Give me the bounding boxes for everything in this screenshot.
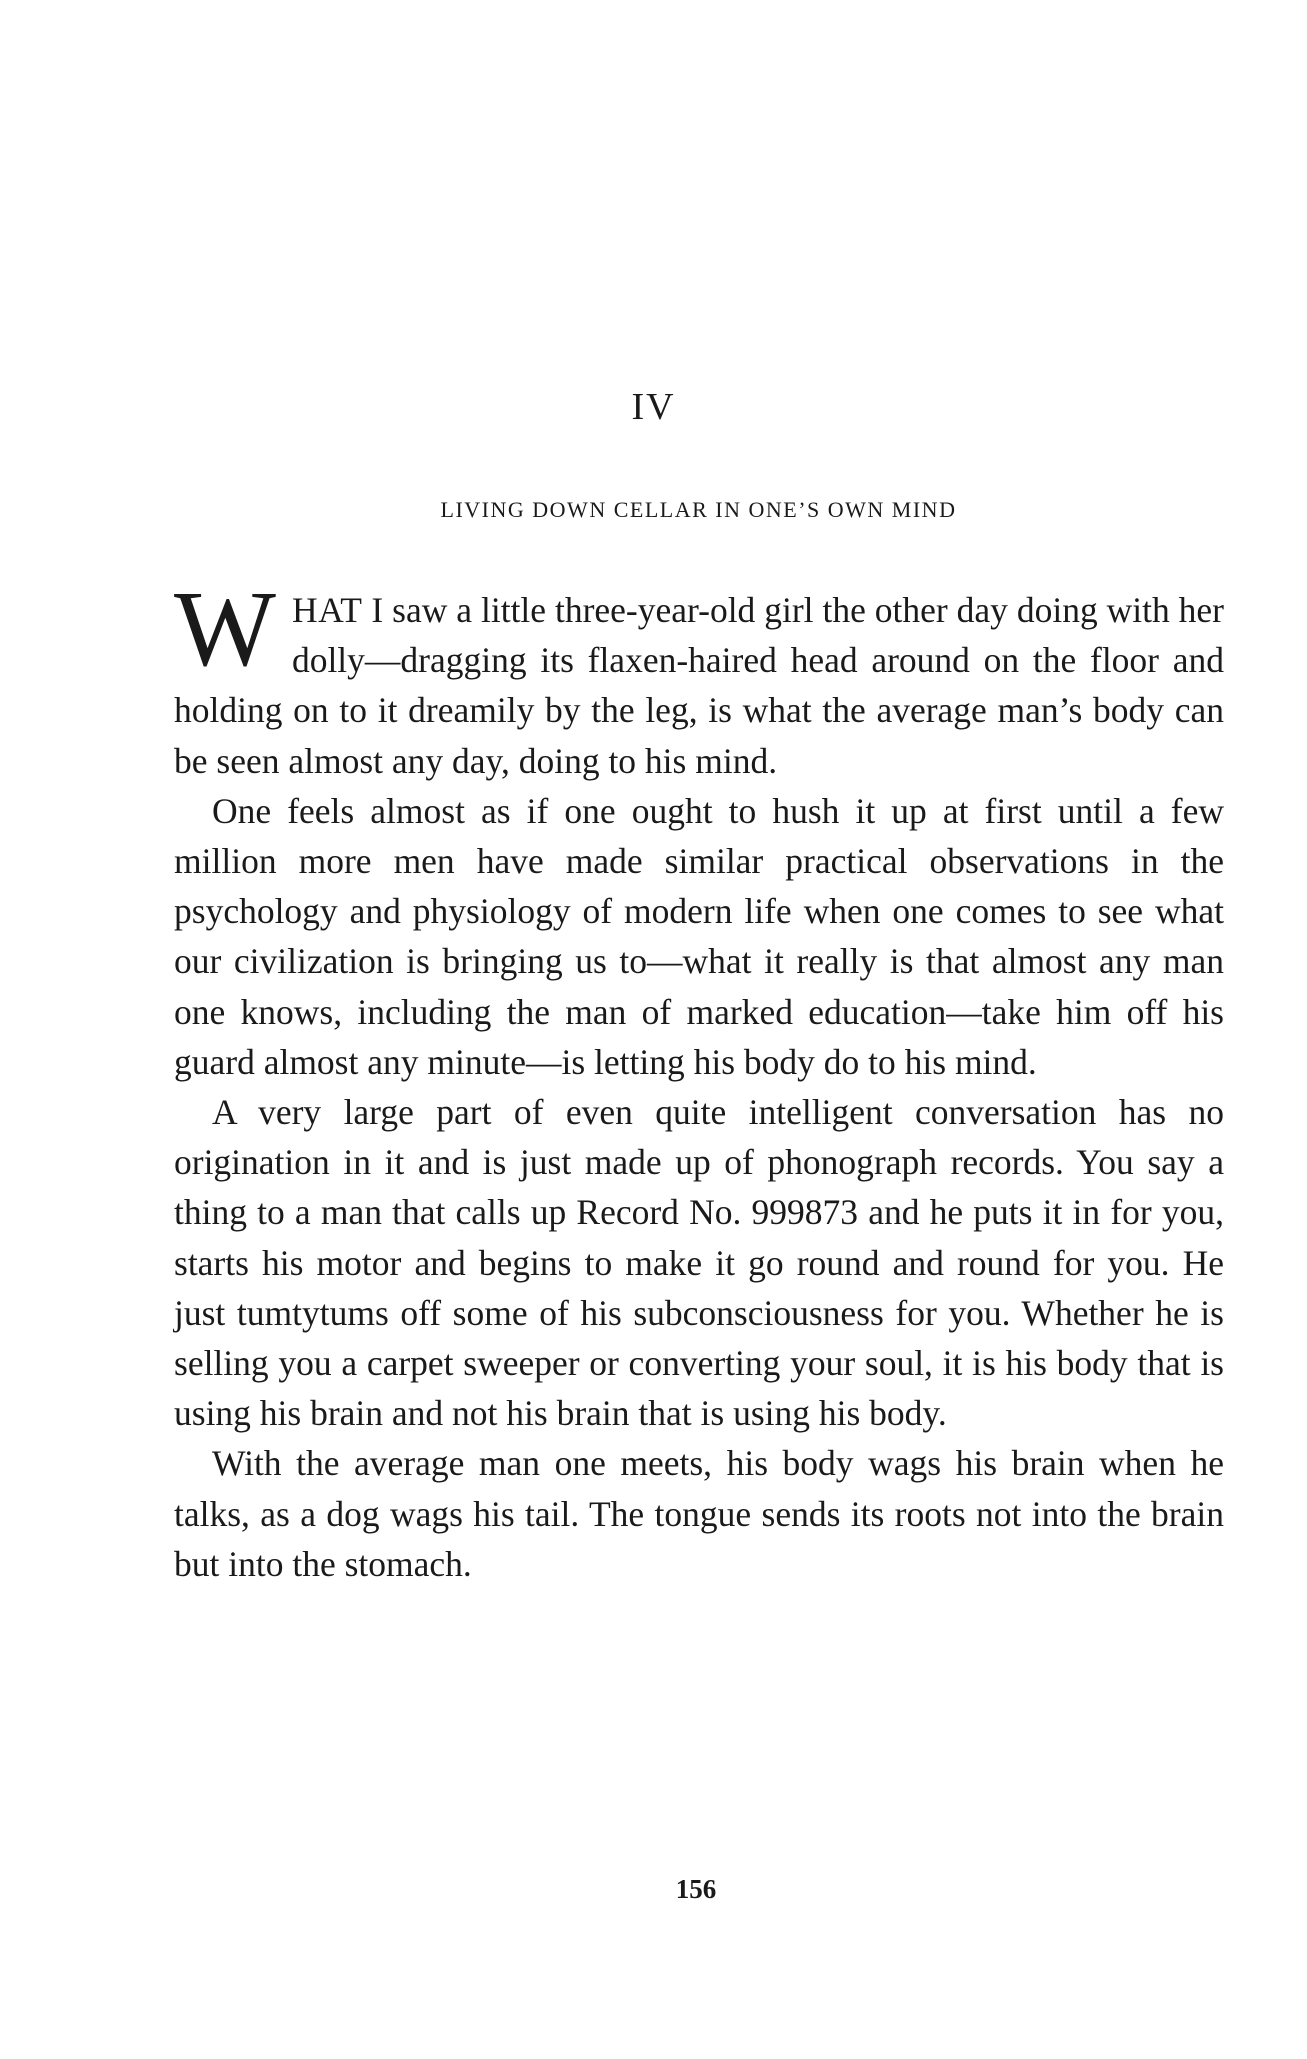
chapter-number: IV xyxy=(631,386,676,428)
lead-capitals: HAT xyxy=(291,590,363,630)
chapter-title: LIVING DOWN CELLAR IN ONE’S OWN MIND xyxy=(440,497,957,522)
page-number: 156 xyxy=(675,1874,717,1904)
body-text xyxy=(174,570,1224,1589)
paragraph-2: One feels almost as if one ought to hush it up at first until a few million more men have made similar practical observations in the psychology and physiology of modern life when one comes to see what our civilization is bringing us to—what it really is that almost any man one knows, including the man of marked education—take him off his guard almost any minute—is letting his body do to his mind. xyxy=(174,790,1224,1082)
paragraph-1-text: I saw a little three-year-old girl the other day doing with her dolly—dragging its flaxen-haired head around on the floor and holding on to it dreamily by the leg, is what the average man’s body can be seen almost any day, doing to his mind. xyxy=(174,590,1224,781)
drop-cap: W xyxy=(174,570,276,689)
paragraph-1 xyxy=(174,570,1224,786)
paragraph-3: A very large part of even quite intelligent conversation has no origination in it and is just made up of phonograph records. You say a thing to a man that calls up Record No. 999873 and he puts it in for you, starts his motor and begins to make it go round and round for you. He just tumtytums off some of his subconsciousness for you. Whether he is selling you a carpet sweeper or converting your soul, it is his body that is using his brain and not his brain that is using his body. xyxy=(174,1092,1224,1434)
paragraph-4: With the average man one meets, his body wags his brain when he talks, as a dog wags his tail. The tongue sends its roots not into the brain but into the stomach. xyxy=(174,1443,1224,1584)
